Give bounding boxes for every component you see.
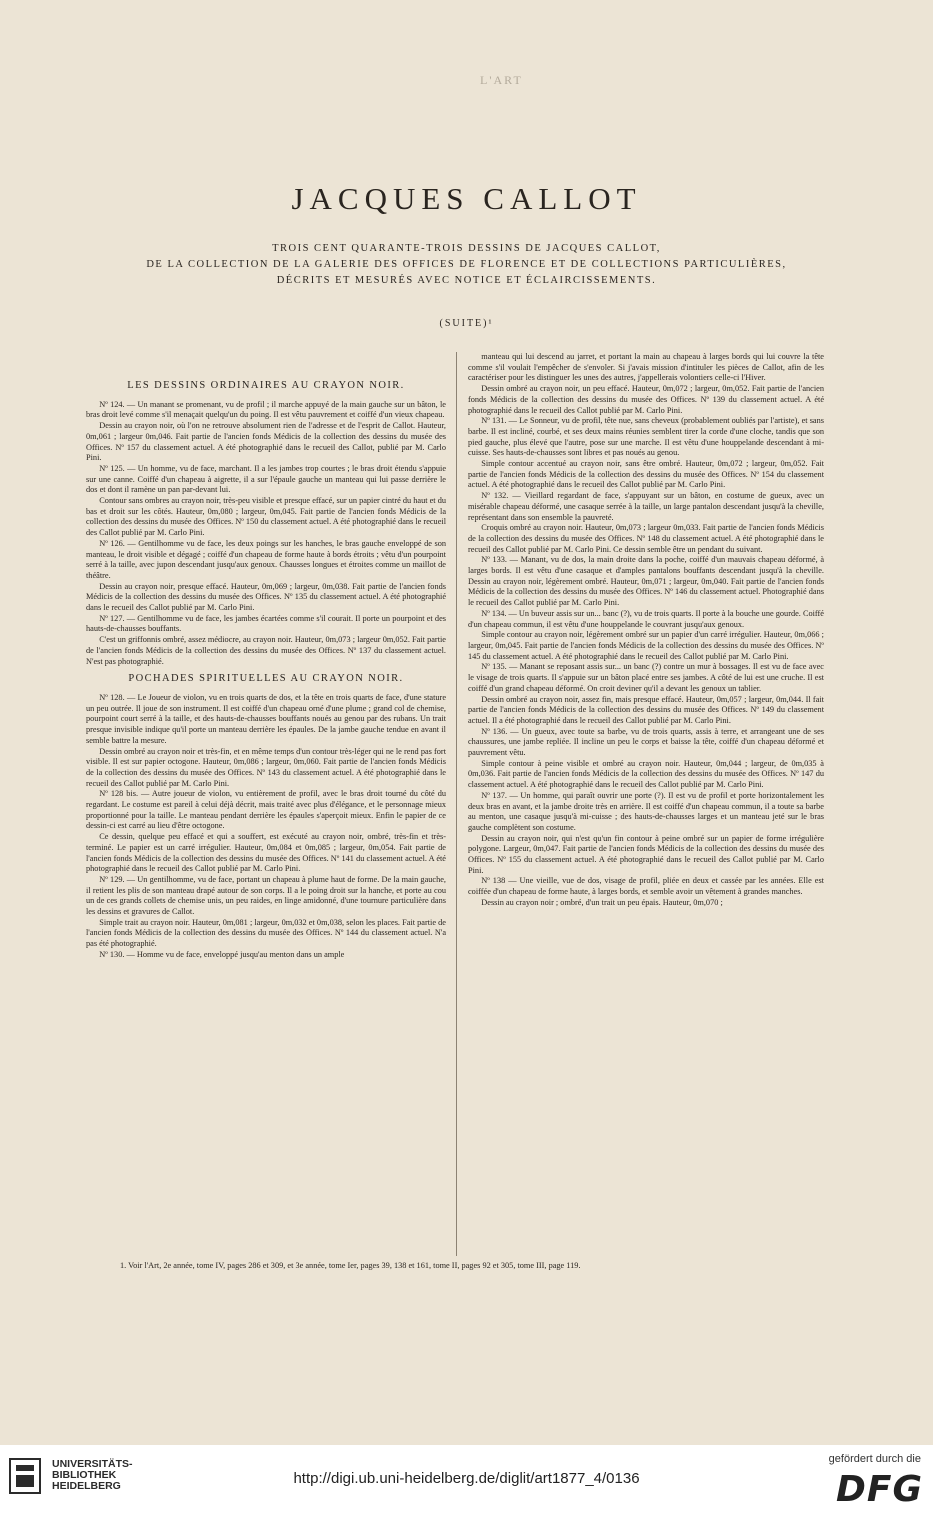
page-url-link[interactable]: http://digi.ub.uni-heidelberg.de/diglit/art1877_4/0136 [293,1470,640,1487]
paragraph: Nº 137. — Un homme, qui paraît ouvrir une porte (?). Il est vu de profil et porte horizontalement les deux bras en avant, et la jambe droite très en arrière. Il est coiffé d'un chapeau commun, il a toute sa barbe au menton, une casaque jusqu'à mi-cuisse ; des hauts-de-chausses larges et un manteau jeté sur le bras gauche complètent son costume. [468,790,824,832]
paragraph: Nº 134. — Un buveur assis sur un... banc (?), vu de trois quarts. Il porte à la bouche une gourde. Coiffé d'un chapeau commun, il est vêtu d'une houppelande le couvrant jusqu'aux genoux. [468,608,824,629]
paragraph: Dessin au crayon noir ; ombré, d'un trait un peu épais. Hauteur, 0m,070 ; [481,897,723,907]
subtitle-line-2: DE LA COLLECTION DE LA GALERIE DES OFFICES DE FLORENCE ET DE COLLECTIONS PARTICULIÈRES, [146,259,787,270]
paragraph: Dessin au crayon noir, qui n'est qu'un fin contour à peine ombré sur un papier de forme irrégulière polygone. Largeur, 0m,047. Fait partie de l'ancien fonds Médicis de la collection des dessins du musée des Offices. Nº 155 du classement actuel. A été photographié dans le recueil des Callot publié par M. Carlo Pini. [468,833,824,875]
column-divider [456,352,457,1256]
paragraph: Nº 128 bis. — Autre joueur de violon, vu entièrement de profil, avec le bras droit tourné du côté du regardant. Le costume est pareil à celui déjà décrit, mais traité avec plus d'élégance, et le personnage mieux proportionné pour la taille. Le manteau pendant derrière les épaules s'aperçoit mieux. Enfin le papier de ce dessin-ci est carré au lieu d'être octogone. [86,789,446,831]
running-header: L'ART [480,73,523,87]
paragraph: Nº 124. — Un manant se promenant, vu de profil ; il marche appuyé de la main gauche sur un bâton, le bras droit levé comme s'il menaçait quelqu'un du poing. Il est vêtu pauvrement et coiffé d'un vieux chapeau. [86,399,446,420]
paragraph: Dessin ombré au crayon noir, un peu effacé. Hauteur, 0m,072 ; largeur, 0m,052. Fait partie de l'ancien fonds Médicis de la collection des dessins du musée des Offices. Nº 139 du classement actuel. A été photographié dans le recueil des Callot publié par M. Carlo Pini. [468,384,824,415]
paragraph: Nº 133. — Manant, vu de dos, la main droite dans la poche, coiffé d'un mauvais chapeau déformé, à larges bords. Il est vêtu d'une casaque et d'amples pantalons bouffants descendant jusqu'à la cheville. Dessin au crayon noir, légèrement ombré. Hauteur, 0m,071 ; largeur, 0m,040. Fait partie de l'ancien fonds Médicis de la collection des dessins du musée des Offices. Nº 146 du classement actuel. Photographié dans le recueil des Callot publié par M. Carlo Pini. [468,555,824,608]
paragraph: Simple contour à peine visible et ombré au crayon noir. Hauteur, 0m,044 ; largeur, de 0m,035 à 0m,036. Fait partie de l'ancien fonds Médicis de la collection des dessins du musée des Offices. Nº 147 du classement actuel. A été photographié dans le recueil des Callot publié par M. Carlo Pini. [468,758,824,790]
paragraph: Dessin au crayon noir, où l'on ne retrouve absolument rien de l'adresse et de l'esprit de Callot. Hauteur, 0m,061 ; largeur 0m,046. Fait partie de l'ancien fonds Médicis de la collection des dessins du musée des Offices. Nº 157 du classement actuel. A été photographié dans le recueil des Callot, publié par M. Carlo Pini. [86,421,446,463]
paragraph: Nº 138 — Une vieille, vue de dos, visage de profil, pliée en deux et cassée par les années. Elle est coiffée d'un chapeau de forme haute, à larges bords, et semble avoir un vêtement à grandes manches. [468,876,824,897]
paragraph: Nº 128. — Le Joueur de violon, vu en trois quarts de dos, et la tête en trois quarts de face, d'une stature un peu outrée. Il joue de son instrument. Il est coiffé d'un chapeau orné d'une plume ; grand col de chemise, pourpoint court serré à la taille, et des hauts-de-chausses bouffants noués au genou par des rubans. Un trait presque invisible indique qu'il porte un manteau derrière les épaules. De la jambe gauche tendue en avant il semble battre la mesure. [86,692,446,745]
footnote: 1. Voir l'Art, 2e année, tome IV, pages 286 et 309, et 3e année, tome Ier, pages 39, 138 et 161, tome II, pages 92 et 305, tome III, page 119. [120,1261,581,1270]
article-title: JACQUES CALLOT [291,181,642,216]
paragraph: Dessin ombré au crayon noir, assez fin, mais presque effacé. Hauteur, 0m,057 ; largeur, 0m,044. Il fait partie de l'ancien fonds Médicis de la collection des dessins du musée des Offices. Nº 149 du classement actuel. Il a été photographié dans le recueil des Callot publié par M. Carlo Pini. [468,694,824,725]
right-column [468,352,824,909]
paragraph: Croquis ombré au crayon noir. Hauteur, 0m,073 ; largeur 0m,033. Fait partie de l'ancien fonds Médicis de la collection des dessins du musée des Offices. Nº 148 du classement actuel. A été photographié dans le recueil des Callot publié par M. Carlo Pini. Ce dessin semble être un pendant du suivant. [468,523,824,554]
paragraph: Nº 136. — Un gueux, avec toute sa barbe, vu de trois quarts, assis à terre, et arrangeant une de ses chaussures, une jambe repliée. Il incline un peu le corps et baisse la tête, coiffé d'un chapeau déformé et pauvrement vêtu. [468,726,824,758]
university-library-name: UNIVERSITÄTS- BIBLIOTHEK HEIDELBERG [52,1458,133,1492]
subtitle-line-1: TROIS CENT QUARANTE-TROIS DESSINS DE JACQUES CALLOT, [272,243,661,254]
paragraph: Nº 132. — Vieillard regardant de face, s'appuyant sur un bâton, en costume de gueux, avec un misérable chapeau déformé, une casaque serrée à la taille, un large pantalon descendant jusqu'à la cheville, représentant dans son ensemble la pauvreté. [468,491,824,522]
section-heading: LES DESSINS ORDINAIRES AU CRAYON NOIR. [127,380,405,391]
paragraph: Nº 126. — Gentilhomme vu de face, les deux poings sur les hanches, le bras gauche enveloppé de son manteau, le droit visible et dégagé ; coiffé d'un chapeau de forme haute à bords étroits ; vêtu d'un pourpoint serré à la taille, avec jupon descendant jusqu'aux genoux. Chausses longues et étroites comme un maillot de théâtre. [86,538,446,580]
paragraph: Nº 129. — Un gentilhomme, vu de face, portant un chapeau à plume haut de forme. De la main gauche, il retient les plis de son manteau drapé autour de son corps. Il a le poing droit sur la hanche, et porte au cou un de ces grands collets de chemise unis, un peu raides, en linge amidonné, d'une tournure particulière dans les dessins et gravures de Callot. [86,874,446,917]
paragraph: Ce dessin, quelque peu effacé et qui a souffert, est exécuté au crayon noir, ombré, très-fin et très-terminé. Le papier est un carré irrégulier. Hauteur, 0m,084 et 0m,085 ; largeur, 0m,054. Fait partie de l'ancien fonds Médicis de la collection des dessins du musée des Offices. Nº 141 du classement actuel. A été photographié dans le recueil des Callot publié par M. Carlo Pini. [86,832,446,874]
viewer-footer [0,1445,933,1513]
paragraph: Simple contour au crayon noir, légèrement ombré sur un papier d'un carré irrégulier. Hauteur, 0m,066 ; largeur, 0m,045. Fait partie de l'ancien fonds Médicis de la collection des dessins du musée des Offices. Nº 145 du classement actuel. A été photographié dans le recueil des Callot publié par M. Carlo Pini. [468,630,824,661]
paragraph: Dessin au crayon noir, presque effacé. Hauteur, 0m,069 ; largeur, 0m,038. Fait partie de l'ancien fonds Médicis de la collection des dessins du musée des Offices. Nº 135 du classement actuel. A été photographié dans le recueil des Callot publié par M. Carlo Pini. [86,581,446,613]
paragraph: Simple trait au crayon noir. Hauteur, 0m,081 ; largeur, 0m,032 et 0m,038, selon les places. Fait partie de l'ancien fonds Médicis de la collection des dessins du musée des Offices. Nº 144 du classement actuel. N'a pas été photographié. [86,917,446,949]
subtitle-line-3: DÉCRITS ET MESURÉS AVEC NOTICE ET ÉCLAIRCISSEMENTS. [276,275,657,286]
paragraph: Nº 130. — Homme vu de face, enveloppé jusqu'au menton dans un ample [99,949,345,959]
dfg-logo: DFG [835,1469,923,1510]
paragraph: manteau qui lui descend au jarret, et portant la main au chapeau à larges bords qui lui couvre la tête comme s'il voulait l'empêcher de s'envoler. Si j'avais mission d'intituler les pièces de Callot, afin de les caractériser pour les distinguer les unes des autres, j'appellerais volontiers celle-ci l'Hiver. [468,352,824,383]
paragraph: Contour sans ombres au crayon noir, très-peu visible et presque effacé, sur un papier cintré du haut et du bas et droit sur les côtés. Hauteur, 0m,080 ; largeur, 0m,045. Fait partie de l'ancien fonds Médicis de la collection des dessins du musée des Offices. Nº 150 du classement actuel. A été photographié dans le recueil des Callot publié par M. Carlo Pini. [86,496,446,538]
paragraph: Dessin ombré au crayon noir et très-fin, et en même temps d'un contour très-léger qui ne le rend pas fort visible. Il est sur papier octogone. Hauteur, 0m,086 ; largeur, 0m,060. Fait partie de l'ancien fonds Médicis de la collection des dessins du musée des Offices. Nº 143 du classement actuel. A été photographié dans le recueil des Callot publié par M. Carlo Pini. [86,746,446,788]
funded-by-label: gefördert durch die [828,1453,921,1465]
paragraph: Nº 131. — Le Sonneur, vu de profil, tête nue, sans cheveux (probablement oubliés par l'artiste), et sans barbe. Il est incliné, courbé, et ses deux mains réunies semblent tirer la corde d'une cloche, tandis que son pied gauche, plus élevé que l'autre, pose sur une marche. Il est vêtu d'une houppelande descendant à mi-cuisse. Ses hauts-de-chausses sont libres et pas noués au genou. [468,416,824,458]
paragraph-group [86,400,446,668]
paragraph-group [468,352,824,909]
paragraph: Nº 125. — Un homme, vu de face, marchant. Il a les jambes trop courtes ; le bras droit étendu s'appuie sur une canne. Coiffé d'un chapeau à aigrette, il a sur l'épaule gauche un manteau qui lui passe derrière le dos et dont il ramène un pan par-devant lui. [86,463,446,495]
paragraph: Nº 127. — Gentilhomme vu de face, les jambes écartées comme s'il courait. Il porte un pourpoint et des hauts-de-chausses bouffants. [86,613,446,634]
paragraph: Simple contour accentué au crayon noir, sans être ombré. Hauteur, 0m,072 ; largeur, 0m,052. Fait partie de l'ancien fonds Médicis de la collection des dessins du musée des Offices. Nº 154 du classement actuel. A été photographié dans le recueil des Callot publié par M. Carlo Pini. [468,459,824,490]
paragraph: C'est un griffonnis ombré, assez médiocre, au crayon noir. Hauteur, 0m,073 ; largeur 0m,052. Fait partie de l'ancien fonds Médicis de la collection des dessins du musée des Offices. Nº 137 du classement actuel. N'est pas photographié. [86,635,446,666]
section-heading: POCHADES SPIRITUELLES AU CRAYON NOIR. [128,673,404,685]
paragraph: Nº 135. — Manant se reposant assis sur... un banc (?) contre un mur à bossages. Il est vu de face avec le visage de trois quarts. Il s'appuie sur un bâton placé entre ses jambes. A côté de lui est une cruche. Il est coiffé d'un grand chapeau déformé. On croit deviner qu'il a devant les genoux un tablier. [468,662,824,693]
left-column [86,374,446,961]
paragraph-group [86,693,446,961]
suite-label: (SUITE)¹ [439,318,494,329]
